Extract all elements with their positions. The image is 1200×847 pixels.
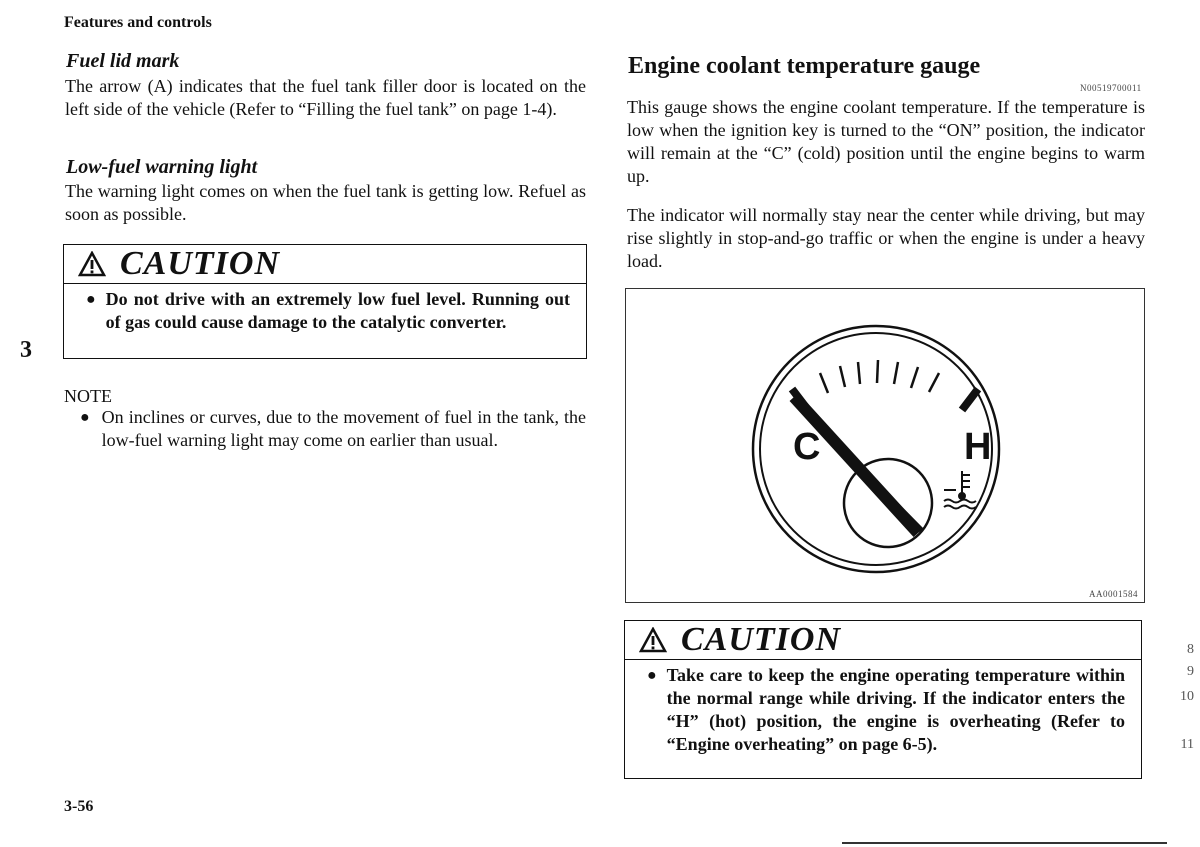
- caution-item: [625, 660, 1141, 762]
- edge-tab-10: 10: [1180, 689, 1194, 704]
- gauge-cold-label: C: [793, 426, 821, 468]
- page-number: 3-56: [64, 798, 94, 815]
- edge-tab-8: 8: [1187, 642, 1194, 657]
- chapter-number: 3: [20, 337, 32, 363]
- caution-box-fuel: [63, 244, 587, 359]
- low-fuel-text: The warning light comes on when the fuel tank is getting low. Refuel as soon as possible.: [65, 181, 586, 224]
- coolant-paragraph-1: This gauge shows the engine coolant temperature. If the temperature is low when the ignition key is turned to the “ON” position, the indicator will remain at the “C” (cold) position until the engine begins to warm up.: [627, 97, 1145, 186]
- gauge-figure: [625, 288, 1145, 603]
- section-header: Features and controls: [64, 14, 212, 31]
- bottom-rule: [842, 842, 1167, 844]
- coolant-heading: Engine coolant temperature gauge: [628, 53, 981, 79]
- caution-header: [625, 621, 1141, 660]
- coolant-temperature-icon: [944, 471, 976, 509]
- bullet-icon: ●: [80, 409, 90, 426]
- fuel-lid-text: The arrow (A) indicates that the fuel tank filler door is located on the left side of the vehicle (Refer to “Filling the fuel tank” on page 1-4).: [65, 76, 586, 119]
- gauge-hot-label: H: [964, 426, 992, 468]
- edge-tab-9: 9: [1187, 664, 1194, 679]
- low-fuel-heading: Low-fuel warning light: [66, 156, 258, 178]
- fuel-lid-heading: Fuel lid mark: [66, 50, 180, 72]
- caution-header: [64, 245, 586, 284]
- note-item: [80, 406, 586, 452]
- figure-code: AA0001584: [1089, 589, 1138, 599]
- caution-text: Take care to keep the engine operating temperature within the normal range while driving. If the indicator enters the “H” (hot) position, the engine is overheating (Refer to “Engine overheating” on page 6-5).: [666, 665, 1125, 754]
- warning-triangle-icon: [78, 251, 106, 277]
- reference-code: N00519700011: [1080, 83, 1142, 93]
- temperature-gauge-illustration: [626, 289, 1144, 602]
- coolant-paragraph-2: The indicator will normally stay near the center while driving, but may rise slightly in stop-and-go traffic or when the engine is under a heavy load.: [627, 205, 1145, 271]
- bullet-icon: ●: [86, 291, 96, 308]
- caution-item: [64, 284, 586, 340]
- bullet-icon: ●: [647, 667, 657, 684]
- caution-text: Do not drive with an extremely low fuel level. Running out of gas could cause damage to the catalytic converter.: [105, 289, 570, 332]
- caution-title: CAUTION: [681, 621, 842, 658]
- note-text: On inclines or curves, due to the movement of fuel in the tank, the low-fuel warning light may come on earlier than usual.: [101, 407, 586, 450]
- warning-triangle-icon: [639, 627, 667, 653]
- caution-title: CAUTION: [120, 245, 281, 282]
- edge-tab-11: 11: [1180, 737, 1194, 752]
- caution-box-coolant: [624, 620, 1142, 779]
- note-heading: NOTE: [64, 386, 112, 406]
